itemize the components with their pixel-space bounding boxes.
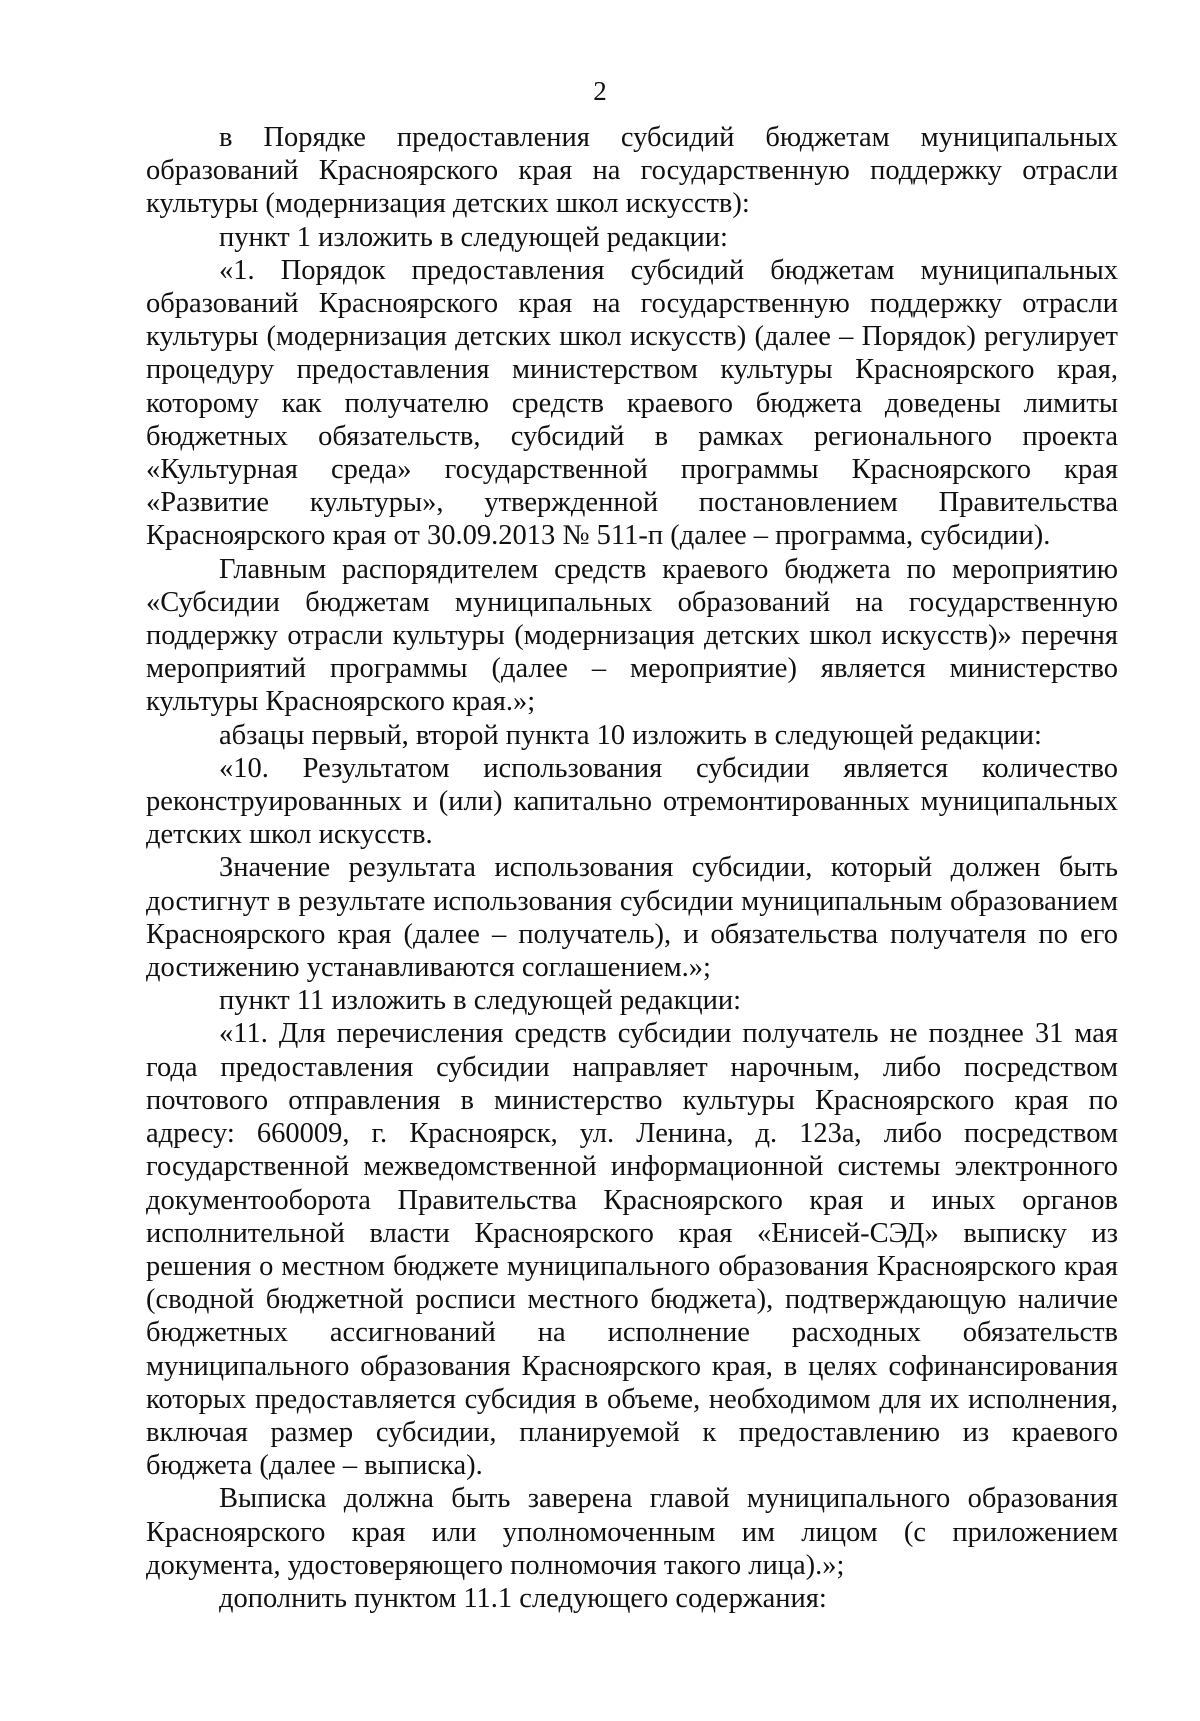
paragraph-point-10-text: «10. Результатом использования субсидии является количество реконструированных и (или) капитально отремонтированных муниципальных детских школ искусств. [146, 752, 1118, 851]
paragraph-intro: в Порядке предоставления субсидий бюджетам муниципальных образований Красноярского края на государственную поддержку отрасли культуры (модернизация детских школ искусств): [146, 122, 1118, 220]
paragraph-point-11-1-instruction: дополнить пунктом 11.1 следующего содержания: [219, 1582, 827, 1614]
paragraph-point-1-text: «1. Порядок предоставления субсидий бюджетам муниципальных образований Красноярского края на государственную поддержку отрасли культуры (модернизация детских школ искусств) (далее – Порядок) регулирует процедуру предоставления министерством культуры Красноярского края, которому как получателю средств краевого бюджета доведены лимиты бюджетных обязательств, субсидий в рамках регионального проекта «Культурная среда» государственной программы Красноярского края «Развитие культуры», утвержденной постановлением Правительства Красноярского края от 30.09.2013 № 511-п (далее – программа, субсидии). [146, 254, 1118, 552]
paragraph-main-administrator: Главным распорядителем средств краевого бюджета по мероприятию «Субсидии бюджетам муниципальных образований на государственную поддержку отрасли культуры (модернизация детских школ искусств)» перечня мероприятий программы (далее – мероприятие) является министерство культуры Красноярского края.»; [146, 553, 1118, 718]
page-number: 2 [593, 76, 607, 106]
document-body [146, 121, 1118, 1615]
paragraph-point-1-instruction: пункт 1 изложить в следующей редакции: [219, 221, 728, 253]
paragraph-point-11-instruction: пункт 11 изложить в следующей редакции: [219, 985, 742, 1017]
paragraph-result-value: Значение результата использования субсидии, который должен быть достигнут в результате использования субсидии муниципальным образованием Красноярского края (далее – получатель), и обязательства получателя по его достижению устанавливаются соглашением.»; [146, 852, 1118, 984]
paragraph-point-11-text: «11. Для перечисления средств субсидии получатель не позднее 31 мая года предоставления субсидии направляет нарочным, либо посредством почтового отправления в министерство культуры Красноярского края по адресу: 660009, г. Красноярск, ул. Ленина, д. 123а, либо посредством государственной межведомственной информационной системы электронного документооборота Правительства Красноярского края и иных органов исполнительной власти Красноярского края «Енисей-СЭД» выписку из решения о местном бюджете муниципального образования Красноярского края (сводной бюджетной росписи местного бюджета), подтверждающую наличие бюджетных ассигнований на исполнение расходных обязательств муниципального образования Красноярского края, в целях софинансирования которых предоставляется субсидия в объеме, необходимом для их исполнения, включая размер субсидии, планируемой к предоставлению из краевого бюджета (далее – выписка). [146, 1018, 1118, 1482]
paragraph-point-10-instruction: абзацы первый, второй пункта 10 изложить в следующей редакции: [219, 719, 1042, 751]
paragraph-extract-certification: Выписка должна быть заверена главой муниципального образования Красноярского края или уполномоченным им лицом (с приложением документа, удостоверяющего полномочия такого лица).»; [146, 1483, 1118, 1581]
